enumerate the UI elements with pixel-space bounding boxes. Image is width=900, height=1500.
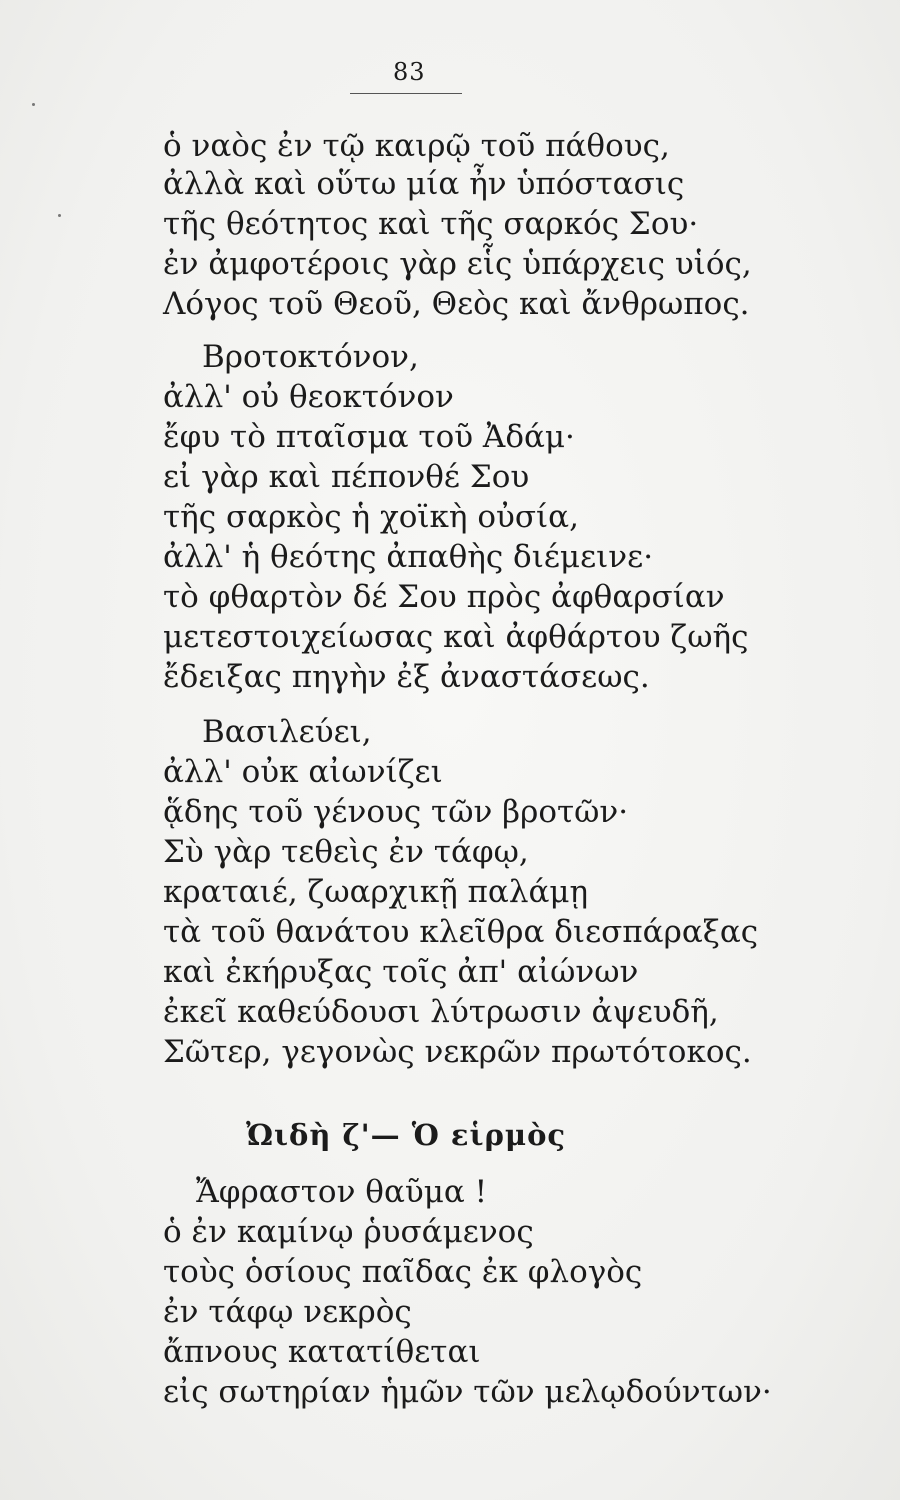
stanza-3-line-7: καὶ ἐκήρυξας τοῖς ἀπ' αἰώνων (163, 954, 639, 990)
stanza-1-line-4: ἐν ἀμφοτέροις γὰρ εἷς ὑπάρχεις υἱός, (163, 246, 752, 282)
stanza-4-line-4: ἐν τάφῳ νεκρὸς (163, 1294, 412, 1330)
stanza-3-line-8: ἐκεῖ καθεύδουσι λύτρωσιν ἀψευδῆ, (163, 994, 719, 1030)
stanza-2-line-3: ἔφυ τὸ πταῖσμα τοῦ Ἀδάμ· (163, 419, 575, 455)
ink-speck (32, 103, 35, 106)
stanza-3-line-6: τὰ τοῦ θανάτου κλεῖθρα διεσπάραξας (163, 914, 759, 950)
header-rule (350, 93, 462, 94)
stanza-1-line-2: ἀλλὰ καὶ οὕτω μία ἦν ὑπόστασις (163, 166, 685, 202)
stanza-3-line-3: ᾅδης τοῦ γένους τῶν βροτῶν· (163, 794, 629, 830)
stanza-4-line-6: εἰς σωτηρίαν ἡμῶν τῶν μελῳδούντων· (163, 1374, 772, 1410)
stanza-1-line-3: τῆς θεότητος καὶ τῆς σαρκός Σου· (163, 206, 699, 242)
stanza-3-line-2: ἀλλ' οὐκ αἰωνίζει (163, 754, 443, 790)
stanza-2-line-4: εἰ γὰρ καὶ πέπονθέ Σου (163, 459, 530, 495)
stanza-4-line-1: Ἄφραστον θαῦμα ! (196, 1174, 488, 1210)
page-number: 83 (393, 58, 426, 86)
stanza-2-line-7: τὸ φθαρτὸν δέ Σου πρὸς ἀφθαρσίαν (163, 579, 725, 615)
stanza-2-line-9: ἔδειξας πηγὴν ἐξ ἀναστάσεως. (163, 659, 650, 695)
stanza-3-line-1: Βασιλεύει, (202, 714, 372, 750)
stanza-1-line-5: Λόγος τοῦ Θεοῦ, Θεὸς καὶ ἄνθρωπος. (163, 286, 750, 322)
stanza-3-line-4: Σὺ γὰρ τεθεὶς ἐν τάφῳ, (163, 834, 529, 870)
stanza-2-line-8: μετεστοιχείωσας καὶ ἀφθάρτου ζωῆς (163, 619, 749, 655)
stanza-4-line-3: τοὺς ὁσίους παῖδας ἐκ φλογὸς (163, 1254, 643, 1290)
stanza-1-line-1: ὁ ναὸς ἐν τῷ καιρῷ τοῦ πάθους, (163, 128, 670, 164)
stanza-2-line-6: ἀλλ' ἡ θεότης ἀπαθὴς διέμεινε· (163, 539, 654, 575)
stanza-3-line-5: κραταιέ, ζωαρχικῇ παλάμῃ (163, 874, 589, 910)
section-heading: Ὠιδὴ ζ'— Ὁ εἱρμὸς (246, 1118, 567, 1152)
stanza-2-line-2: ἀλλ' οὐ θεοκτόνον (163, 379, 454, 415)
stanza-4-line-5: ἄπνους κατατίθεται (163, 1334, 481, 1370)
ink-speck (58, 214, 61, 217)
stanza-2-line-1: Βροτοκτόνον, (202, 339, 419, 375)
stanza-4-line-2: ὁ ἐν καμίνῳ ῥυσάμενος (163, 1214, 534, 1250)
stanza-2-line-5: τῆς σαρκὸς ἡ χοϊκὴ οὐσία, (163, 499, 579, 535)
stanza-3-line-9: Σῶτερ, γεγονὼς νεκρῶν πρωτότοκος. (163, 1034, 752, 1070)
